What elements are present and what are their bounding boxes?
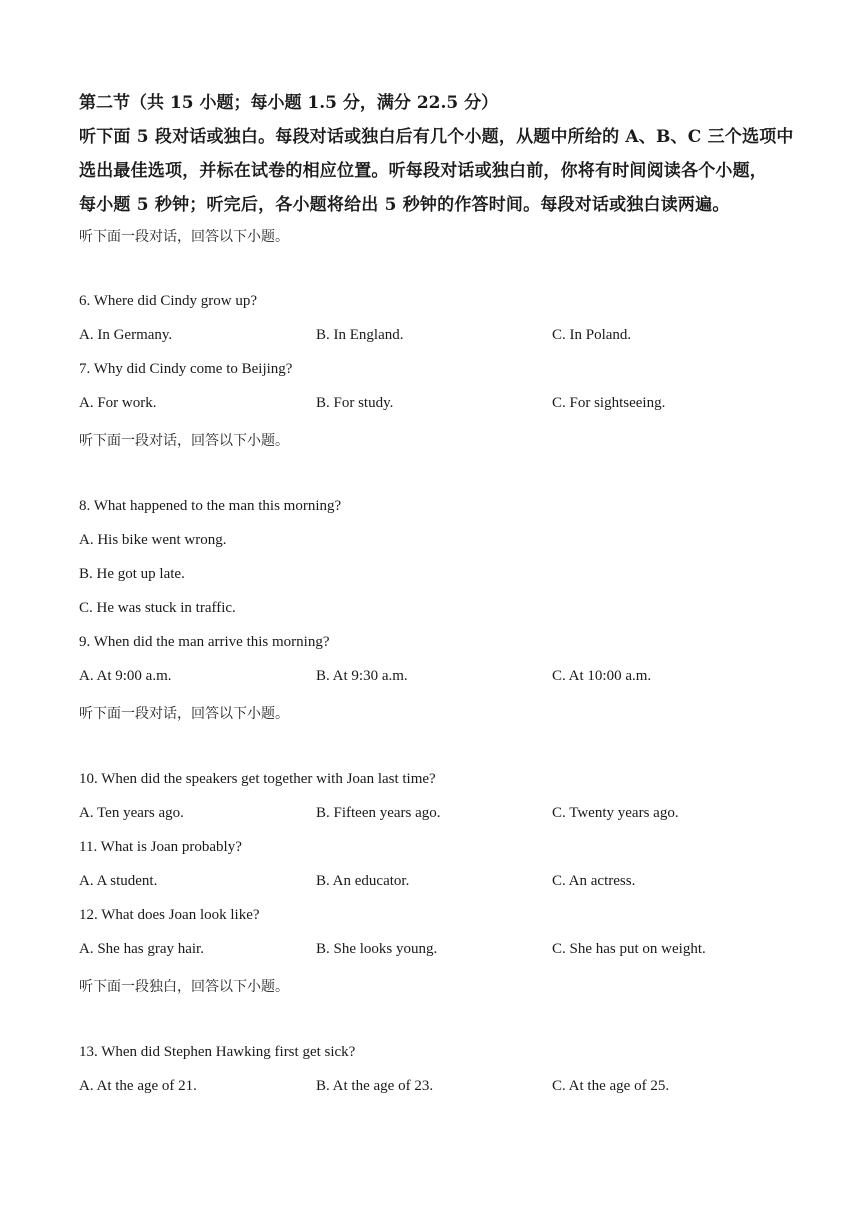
question-stem: 13. When did Stephen Hawking first get sick?	[79, 1044, 356, 1060]
question-stem: 6. Where did Cindy grow up?	[79, 293, 258, 309]
option-c: C. For sightseeing.	[552, 395, 666, 411]
option-b: B. For study.	[316, 395, 394, 411]
option-a: A. Ten years ago.	[79, 805, 184, 821]
option-a: A. At the age of 21.	[79, 1078, 197, 1094]
option-c: C. She has put on weight.	[552, 941, 706, 957]
option-a: A. She has gray hair.	[79, 941, 204, 957]
option-a: A. For work.	[79, 395, 157, 411]
question-stem: 11. What is Joan probably?	[79, 839, 242, 855]
option-a: A. In Germany.	[79, 327, 173, 343]
option-a: A. A student.	[79, 873, 158, 889]
section-note: 听下面一段对话，回答以下小题。	[79, 706, 289, 722]
section-note: 听下面一段独白，回答以下小题。	[79, 979, 289, 995]
option-c: C. He was stuck in traffic.	[79, 600, 236, 616]
instructions-line-1: 听下面 5 段对话或独白。每段对话或独白后有几个小题，从题中所给的 A、B、C 三个选项中	[79, 127, 794, 147]
option-c: C. An actress.	[552, 873, 636, 889]
section-note: 听下面一段对话，回答以下小题。	[79, 229, 289, 245]
option-b: B. At the age of 23.	[316, 1078, 434, 1094]
question-stem: 12. What does Joan look like?	[79, 907, 260, 923]
option-b: B. She looks young.	[316, 941, 438, 957]
option-a: A. His bike went wrong.	[79, 532, 227, 548]
question-stem: 7. Why did Cindy come to Beijing?	[79, 361, 293, 377]
option-c: C. At 10:00 a.m.	[552, 668, 652, 684]
question-stem: 8. What happened to the man this morning?	[79, 498, 342, 514]
question-stem: 9. When did the man arrive this morning?	[79, 634, 330, 650]
instructions-line-3: 每小题 5 秒钟；听完后，各小题将给出 5 秒钟的作答时间。每段对话或独白读两遍。	[79, 195, 730, 215]
option-c: C. In Poland.	[552, 327, 632, 343]
section-title: 第二节（共 15 小题；每小题 1.5 分，满分 22.5 分）	[79, 93, 499, 113]
question-stem: 10. When did the speakers get together with Joan last time?	[79, 771, 436, 787]
option-b: B. At 9:30 a.m.	[316, 668, 408, 684]
instructions-line-2: 选出最佳选项，并标在试卷的相应位置。听每段对话或独白前，你将有时间阅读各个小题，	[79, 161, 767, 181]
option-c: C. At the age of 25.	[552, 1078, 670, 1094]
option-b: B. Fifteen years ago.	[316, 805, 441, 821]
option-a: A. At 9:00 a.m.	[79, 668, 172, 684]
option-c: C. Twenty years ago.	[552, 805, 679, 821]
option-b: B. In England.	[316, 327, 404, 343]
section-note: 听下面一段对话，回答以下小题。	[79, 433, 289, 449]
option-b: B. An educator.	[316, 873, 410, 889]
option-b: B. He got up late.	[79, 566, 185, 582]
